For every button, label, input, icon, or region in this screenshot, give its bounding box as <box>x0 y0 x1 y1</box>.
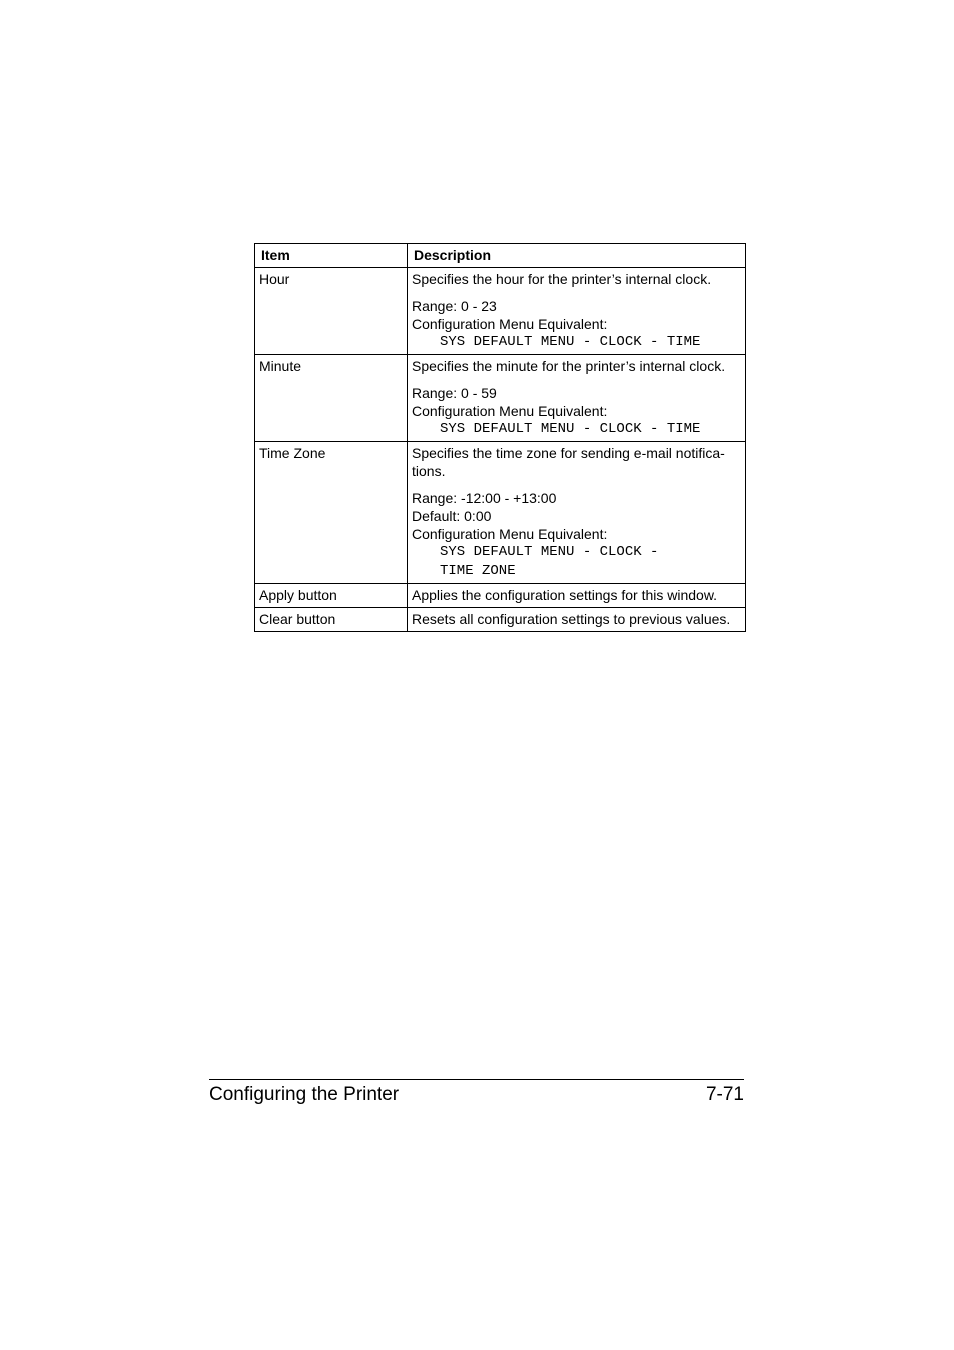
description-clear-button: Resets all configuration settings to previous values. <box>408 608 746 632</box>
description-text: Specifies the hour for the printer’s internal clock. <box>412 271 712 287</box>
header-description: Description <box>408 244 746 268</box>
description-line: tions. <box>412 463 446 479</box>
table-row <box>255 584 746 608</box>
menu-path: SYS DEFAULT MENU - CLOCK - TIME <box>440 334 701 350</box>
description-hour <box>408 268 746 355</box>
item-minute: Minute <box>255 355 408 442</box>
table-row <box>255 442 746 584</box>
range-text: Range: 0 - 23 <box>412 298 497 314</box>
footer-divider <box>209 1079 744 1080</box>
description-apply-button: Applies the configuration settings for this window. <box>408 584 746 608</box>
table-header-row <box>255 244 746 268</box>
config-label: Configuration Menu Equivalent: <box>412 316 608 332</box>
header-item: Item <box>255 244 408 268</box>
table-row <box>255 355 746 442</box>
menu-path-continued: TIME ZONE <box>440 563 516 579</box>
config-label: Configuration Menu Equivalent: <box>412 403 608 419</box>
menu-path: SYS DEFAULT MENU - CLOCK - <box>440 544 659 560</box>
footer-page-number: 7-71 <box>705 1084 744 1105</box>
description-text <box>412 444 741 480</box>
table-row <box>255 608 746 632</box>
item-time-zone: Time Zone <box>255 442 408 584</box>
description-details <box>412 297 741 352</box>
range-text: Range: -12:00 - +13:00 <box>412 490 557 506</box>
item-apply-button: Apply button <box>255 584 408 608</box>
description-line: Specifies the time zone for sending e-mail notifica- <box>412 445 725 461</box>
description-details <box>412 489 741 581</box>
description-minute <box>408 355 746 442</box>
range-text: Range: 0 - 59 <box>412 385 497 401</box>
item-clear-button: Clear button <box>255 608 408 632</box>
footer-chapter-title: Configuring the Printer <box>209 1084 400 1105</box>
settings-table <box>254 243 746 632</box>
description-text: Specifies the minute for the printer’s internal clock. <box>412 358 726 374</box>
table-row <box>255 268 746 355</box>
default-text: Default: 0:00 <box>412 508 492 524</box>
config-label: Configuration Menu Equivalent: <box>412 526 608 542</box>
menu-path: SYS DEFAULT MENU - CLOCK - TIME <box>440 421 701 437</box>
item-hour: Hour <box>255 268 408 355</box>
description-details <box>412 384 741 439</box>
description-time-zone <box>408 442 746 584</box>
